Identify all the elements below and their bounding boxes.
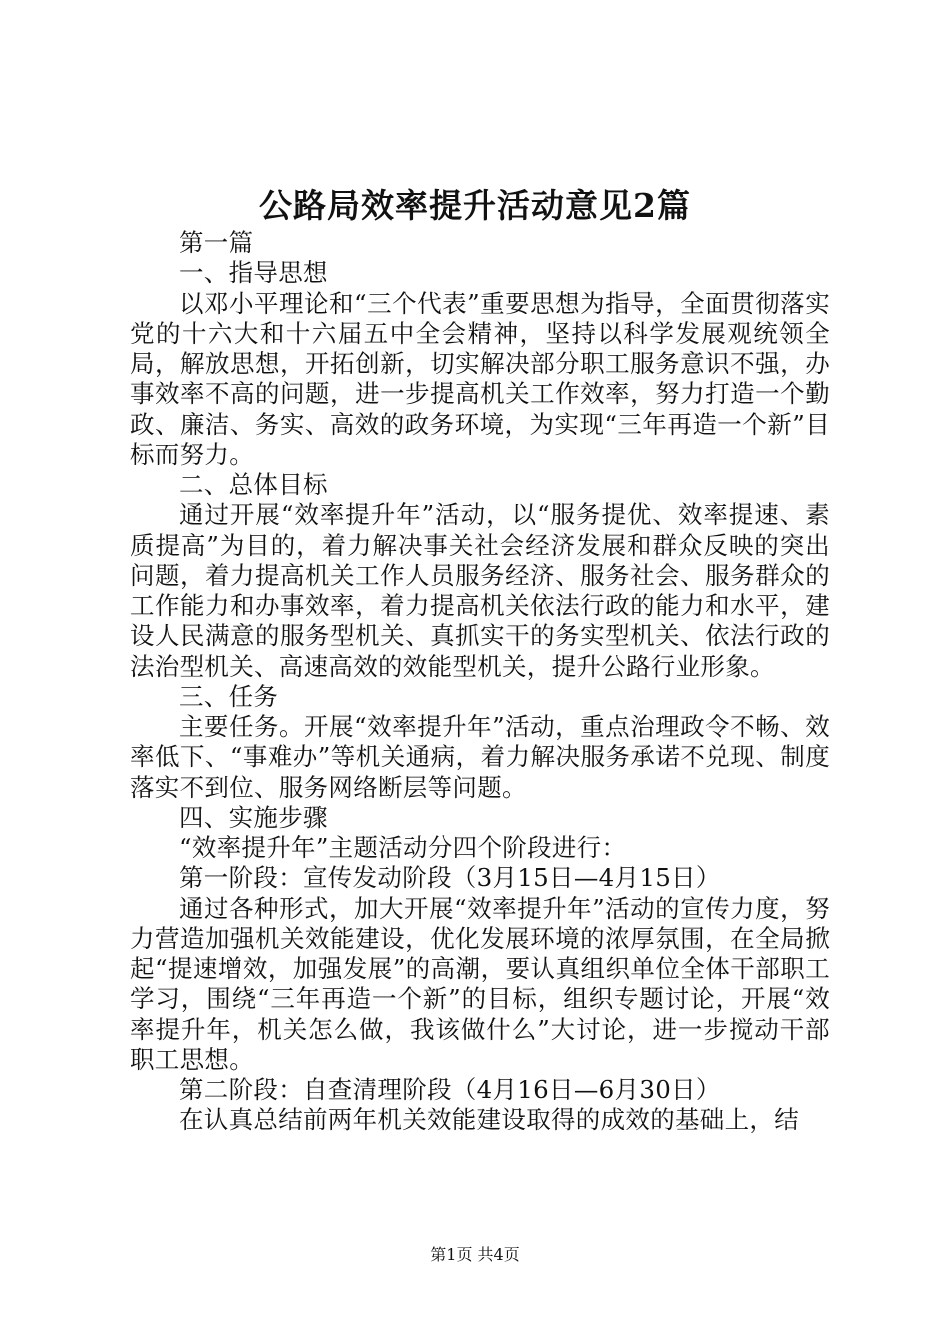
paragraph-stages-intro: “效率提升年”主题活动分四个阶段进行：	[179, 833, 627, 862]
paragraph-stage-one: 通过各种形式，加大开展“效率提升年”活动的宣传力度，努力营造加强机关效能建设，优化发展环境的浓厚氛围，在全局掀起“提速增效，加强发展”的高潮，要认真组织单位全体干部职工学习，围绕“三年再造一个新”的目标，组织专题讨论，开展“效率提升年，机关怎么做，我该做什么”大讨论，进一步搅动干部职工思想。	[130, 893, 830, 1074]
paragraph-stage-two: 在认真总结前两年机关效能建设取得的成效的基础上，结	[179, 1105, 799, 1135]
heading-overall-goals: 二、总体目标	[179, 470, 328, 499]
heading-tasks: 三、任务	[179, 681, 279, 711]
heading-implementation-steps: 四、实施步骤	[179, 802, 328, 832]
page-footer: 第1页 共4页	[430, 1245, 520, 1264]
document-title: 公路局效率提升活动意见2篇	[259, 186, 691, 225]
paragraph-section-label: 第一篇	[179, 228, 254, 257]
document-body	[130, 228, 830, 1136]
paragraph-guiding-ideology: 以邓小平理论和“三个代表”重要思想为指导，全面贯彻落实党的十六大和十六届五中全会精神，坚持以科学发展观统领全局，解放思想，开拓创新，切实解决部分职工服务意识不强，办事效率不高的问题，进一步提高机关工作效率，努力打造一个勤政、廉洁、务实、高效的政务环境，为实现“三年再造一个新”目标而努力。	[130, 288, 830, 469]
paragraph-overall-goals: 通过开展“效率提升年”活动，以“服务提优、效率提速、素质提高”为目的，着力解决事关社会经济发展和群众反映的突出问题，着力提高机关工作人员服务经济、服务社会、服务群众的工作能力和办事效率，着力提高机关依法行政的能力和水平，建设人民满意的服务型机关、真抓实干的务实型机关、依法行政的法治型机关、高速高效的效能型机关，提升公路行业形象。	[130, 500, 830, 681]
heading-guiding-ideology: 一、指导思想	[179, 258, 328, 288]
paragraph-tasks: 主要任务。开展“效率提升年”活动，重点治理政令不畅、效率低下、“事难办”等机关通病，着力解决服务承诺不兑现、制度落实不到位、服务网络断层等问题。	[130, 712, 830, 802]
heading-stage-one: 第一阶段：宣传发动阶段（3月15日—4月15日）	[179, 863, 721, 893]
heading-stage-two: 第二阶段：自查清理阶段（4月16日—6月30日）	[179, 1075, 721, 1104]
